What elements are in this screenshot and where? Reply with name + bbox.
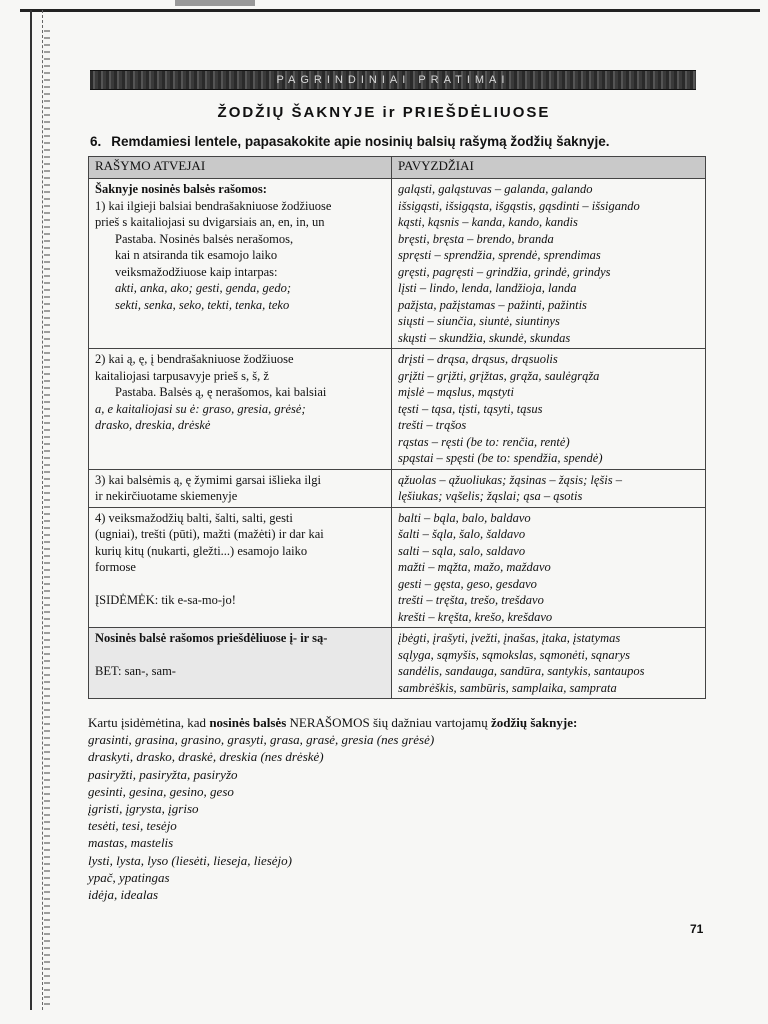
rule-line: Nosinės balsė rašomos priešdėliuose į- ir są-: [95, 631, 328, 645]
example-line: galąsti, galąstuvas – galanda, galando: [398, 182, 593, 196]
rule-spacer: [95, 647, 385, 663]
example-line: sambrėškis, sambūris, samplaika, samprata: [398, 680, 617, 695]
rule-cell: [89, 349, 392, 470]
task-heading: [90, 134, 710, 149]
rule-note: veiksmažodžiuose kaip intarpas:: [115, 264, 278, 279]
exception-line: grasinti, grasina, grasino, grasyti, grasa, grasė, gresia (nes grėsė): [88, 732, 435, 748]
examples-cell: [392, 507, 706, 628]
exception-line: mastas, mastelis: [88, 835, 174, 851]
example-line: siųsti – siunčia, siuntė, siuntinys: [398, 314, 560, 328]
exception-line: lysti, lysta, lyso (liesėti, lieseja, liesėjo): [88, 852, 292, 868]
intro-bold: žodžių šaknyje:: [491, 715, 578, 730]
section-title: ŽODŽIŲ ŠAKNYJE ir PRIEŠDĖLIUOSE: [217, 104, 551, 121]
top-scan-mark: [175, 0, 255, 6]
example-line: pažįsta, pažįstamas – pažinti, pažintis: [398, 297, 587, 312]
rule-line: (ugniai), trešti (pūti), mažti (mažėti) ir dar kai: [95, 527, 324, 541]
task-number: 6.: [90, 134, 102, 149]
examples-cell: [392, 349, 706, 470]
exceptions-section: [88, 714, 708, 903]
rule-reminder: ĮSIDĖMĖK: tik e-sa-mo-jo!: [95, 592, 236, 607]
example-line: ąžuolas – ąžuoliukas; žąsinas – žąsis; lęšis –: [398, 472, 622, 487]
example-line: lįsti – lindo, lenda, landžioja, landa: [398, 281, 577, 295]
examples-cell: [392, 469, 706, 507]
intro-text: Kartu įsidėmėtina, kad: [88, 715, 210, 730]
intro-bold: nosinės balsės: [209, 715, 287, 730]
header-band-text: PAGRINDINIAI PRATIMAI: [276, 74, 510, 86]
exception-line: gesinti, gesina, gesino, geso: [88, 783, 234, 799]
example-line: spręsti – sprendžia, sprendė, sprendimas: [398, 248, 601, 262]
rule-line: kaitaliojasi tarpusavyje prieš s, š, ž: [95, 368, 269, 383]
rule-line: ir nekirčiuotame skiemenyje: [95, 489, 238, 503]
table-row: [89, 507, 706, 628]
rule-line: prieš s kaitaliojasi su dvigarsiais an, en, in, un: [95, 215, 325, 229]
exception-line: ypač, ypatingas: [88, 869, 170, 885]
exception-line: pasiryžti, pasiryžta, pasiryžo: [88, 766, 238, 782]
example-line: trešti – trąšos: [398, 418, 467, 432]
rule-line: 2) kai ą, ę, į bendrašakniuose žodžiuose: [95, 352, 294, 366]
example-line: drįsti – drąsa, drąsus, drąsuolis: [398, 352, 558, 366]
rule-line: 1) kai ilgieji balsiai bendrašakniuose žodžiuose: [95, 198, 332, 213]
rule-spacer: [95, 576, 385, 592]
exception-line: idėja, idealas: [88, 887, 159, 903]
example-line: išsigąsti, išsigąsta, išgąstis, gąsdinti – išsigando: [398, 198, 640, 213]
example-line: sąlyga, sąmyšis, sąmokslas, sąmonėti, sąnarys: [398, 647, 630, 662]
example-line: balti – bąla, balo, baldavo: [398, 510, 531, 525]
rule-exception: BET: san-, sam-: [95, 663, 176, 678]
table-row: [89, 349, 706, 470]
example-line: skųsti – skundžia, skundė, skundas: [398, 330, 571, 345]
rule-note: sekti, senka, seko, tekti, tenka, teko: [115, 297, 290, 312]
page-number: 71: [690, 922, 704, 936]
example-line: gesti – gęsta, geso, gesdavo: [398, 576, 537, 591]
example-line: salti – sąla, salo, saldavo: [398, 543, 526, 558]
example-line: lęšiukas; vąšelis; žąslai; ąsa – ąsotis: [398, 489, 583, 503]
example-line: gręsti, pagręsti – grindžia, grindė, grindys: [398, 264, 611, 279]
example-line: sandėlis, sandauga, sandūra, santykis, santaupos: [398, 664, 645, 678]
rule-line: Šaknyje nosinės balsės rašomos:: [95, 182, 267, 196]
table-row: [89, 179, 706, 349]
example-line: grįžti – grįžti, grįžtas, grąža, saulėgrąža: [398, 368, 600, 383]
rule-cell: [89, 469, 392, 507]
rule-line: 4) veiksmažodžių balti, šalti, salti, gesti: [95, 510, 293, 525]
rule-cell: [89, 507, 392, 628]
exceptions-intro: [88, 714, 708, 731]
rule-note: Pastaba. Balsės ą, ę nerašomos, kai balsiai: [115, 385, 327, 399]
rule-note: akti, anka, ako; gesti, genda, gedo;: [115, 281, 291, 295]
example-line: šalti – šąla, šalo, šaldavo: [398, 527, 526, 541]
rule-cell: [89, 628, 392, 699]
binding-holes: [44, 30, 50, 1010]
table-header-row: [89, 157, 706, 179]
table-row: [89, 628, 706, 699]
exception-line: draskyti, drasko, draskė, dreskia (nes drėskė): [88, 749, 324, 765]
example-line: spąstai – spęsti (be to: spendžia, spendė): [398, 451, 603, 465]
header-band: [90, 70, 696, 90]
rule-cell: [89, 179, 392, 349]
example-line: rąstas – ręsti (be to: renčia, rentė): [398, 434, 570, 449]
examples-cell: [392, 628, 706, 699]
example-line: mįslė – mąslus, mąstyti: [398, 385, 514, 399]
rule-line: kurių kitų (nukarti, gležti...) esamojo laiko: [95, 543, 308, 558]
example-line: kąsti, kąsnis – kanda, kando, kandis: [398, 215, 578, 229]
rule-note: Pastaba. Nosinės balsės nerašomos,: [115, 231, 294, 246]
col-header-examples: PAVYZDŽIAI: [392, 157, 706, 179]
rule-note: drasko, dreskia, drėskė: [95, 418, 211, 432]
exception-line: tesėti, tesi, tesėjo: [88, 818, 177, 834]
example-line: mažti – mąžta, mažo, maždavo: [398, 560, 551, 574]
example-line: bręsti, bręsta – brendo, branda: [398, 231, 554, 246]
example-line: krešti – kręšta, krešo, krešdavo: [398, 609, 553, 624]
examples-cell: [392, 179, 706, 349]
example-line: įbėgti, įrašyti, įvežti, įnašas, įtaka, įstatymas: [398, 631, 621, 645]
task-text: Remdamiesi lentele, papasakokite apie nosinių balsių rašymą žodžių šaknyje.: [111, 134, 610, 149]
rule-line: 3) kai balsėmis ą, ę žymimi garsai išlieka ilgi: [95, 472, 321, 487]
binding-edge: [30, 10, 43, 1010]
col-header-cases: RAŠYMO ATVEJAI: [89, 157, 392, 179]
top-rule: [20, 9, 760, 12]
rule-note: a, e kaitaliojasi su ė: graso, gresia, grėsė;: [95, 401, 306, 416]
rules-table: [88, 156, 706, 699]
example-line: tęsti – tąsa, tįsti, tąsyti, tąsus: [398, 401, 543, 416]
exception-line: įgristi, įgrysta, įgriso: [88, 801, 199, 817]
example-line: trešti – tręšta, trešo, trešdavo: [398, 593, 544, 607]
table-row: [89, 469, 706, 507]
rule-note: kai n atsiranda tik esamojo laiko: [115, 248, 278, 262]
intro-text: NERAŠOMOS šių dažniau vartojamų: [286, 715, 491, 730]
rule-line: formose: [95, 560, 136, 574]
